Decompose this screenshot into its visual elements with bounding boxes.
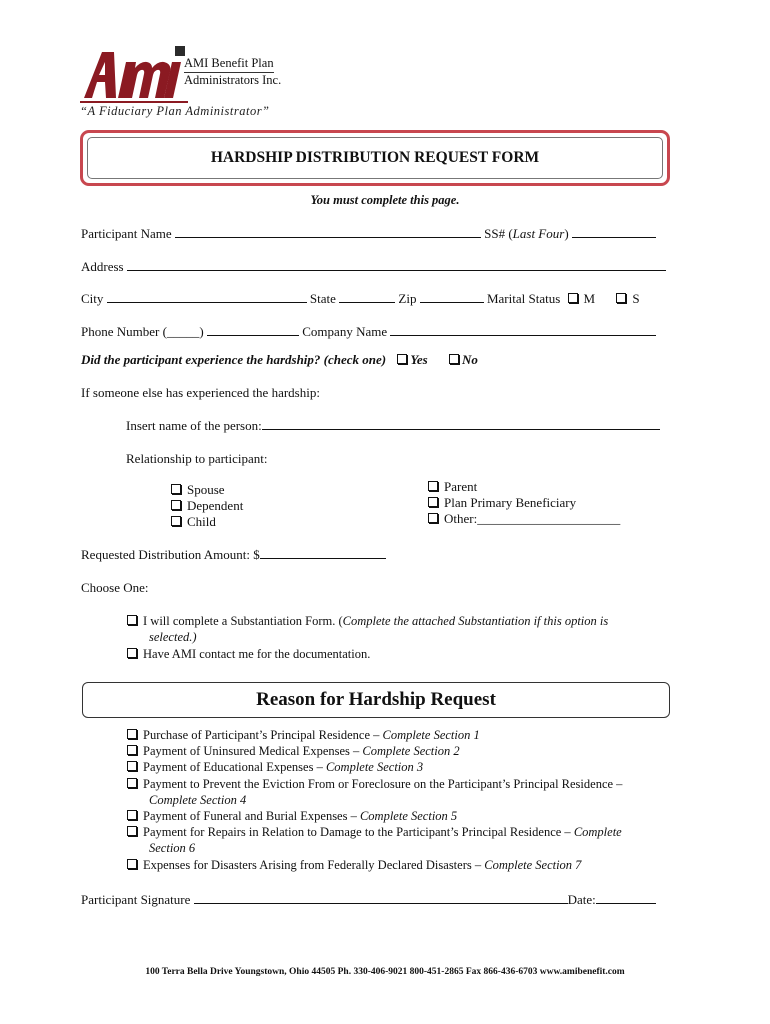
parent-label: Parent <box>444 479 478 494</box>
reason-item-4-section: Complete Section 4 <box>149 793 247 807</box>
company-name-label: Company Name <box>302 324 388 339</box>
child-label: Child <box>187 514 216 529</box>
date-label: Date: <box>567 892 596 907</box>
reason-item-2[interactable]: Payment of Uninsured Medical Expenses – Complete Section 2 <box>127 744 460 759</box>
form-title-box <box>80 130 670 186</box>
zip-field[interactable] <box>420 291 484 303</box>
ami-contact-option[interactable] <box>127 647 370 662</box>
reason-5-checkbox[interactable] <box>127 810 137 820</box>
date-field[interactable] <box>596 892 656 904</box>
hardship-yes-checkbox[interactable] <box>397 354 407 364</box>
marital-s-checkbox[interactable] <box>616 293 626 303</box>
participant-name-label: Participant Name <box>81 226 172 241</box>
company-name-field[interactable] <box>390 324 656 336</box>
footer-address: 100 Terra Bella Drive Youngstown, Ohio 44505 Ph. 330-406-9021 800-451-2865 Fax 866-436-6703 www.amibenefit.com <box>145 967 625 977</box>
list-item[interactable] <box>428 479 620 495</box>
substantiation-label-cont: selected.) <box>149 630 197 644</box>
relationship-label: Relationship to participant: <box>126 451 268 466</box>
state-field[interactable] <box>339 291 395 303</box>
relationship-options-right <box>428 479 620 527</box>
participant-name-row <box>81 226 656 242</box>
phone-label: Phone Number (_____) <box>81 324 204 339</box>
marital-m-label: M <box>583 291 596 306</box>
reason-4-checkbox[interactable] <box>127 778 137 788</box>
reason-7-checkbox[interactable] <box>127 859 137 869</box>
list-item[interactable] <box>428 511 620 527</box>
reason-item-6-section: Section 6 <box>149 841 196 855</box>
form-title: HARDSHIP DISTRIBUTION REQUEST FORM <box>87 137 663 179</box>
hardship-yes-label: Yes <box>410 352 428 367</box>
other-label: Other:______________________ <box>444 511 621 526</box>
ami-logo-mark <box>80 38 190 104</box>
company-logo <box>80 38 310 124</box>
insert-name-field[interactable] <box>262 418 660 430</box>
hardship-no-label: No <box>461 352 478 367</box>
substantiation-label: I will complete a Substantiation Form. (Complete the attached Substantiation if this option is <box>143 614 609 628</box>
ssn-field[interactable] <box>572 226 656 238</box>
signature-label: Participant Signature <box>81 892 191 907</box>
other-checkbox[interactable] <box>428 513 438 523</box>
beneficiary-label: Plan Primary Beneficiary <box>444 495 577 510</box>
signature-field[interactable] <box>194 892 568 904</box>
spouse-label: Spouse <box>187 482 225 497</box>
phone-row <box>81 324 656 340</box>
ami-contact-label: Have AMI contact me for the documentation. <box>143 647 371 661</box>
amount-label: Requested Distribution Amount: $ <box>81 547 260 562</box>
reason-1-checkbox[interactable] <box>127 729 137 739</box>
marital-m-checkbox[interactable] <box>568 293 578 303</box>
list-item[interactable] <box>171 514 243 530</box>
reason-item-6[interactable]: Payment for Repairs in Relation to Damage to the Participant’s Principal Residence – Complete <box>127 825 622 840</box>
reason-heading: Reason for Hardship Request <box>82 682 670 718</box>
substantiation-checkbox[interactable] <box>127 615 137 625</box>
hardship-question-row <box>81 352 478 368</box>
list-item[interactable] <box>171 482 243 498</box>
state-label: State <box>309 291 336 306</box>
list-item[interactable] <box>171 498 243 514</box>
ami-contact-checkbox[interactable] <box>127 648 137 658</box>
form-instruction: You must complete this page. <box>310 193 460 207</box>
child-checkbox[interactable] <box>171 516 181 526</box>
address-field[interactable] <box>127 259 666 271</box>
hardship-question-text: Did the participant experience the hardship? (check one) <box>81 352 387 367</box>
signature-row <box>81 892 656 908</box>
reason-item-3[interactable]: Payment of Educational Expenses – Complete Section 3 <box>127 760 423 775</box>
marital-status-label: Marital Status <box>486 291 561 306</box>
parent-checkbox[interactable] <box>428 481 438 491</box>
reason-item-1[interactable]: Purchase of Participant’s Principal Residence – Complete Section 1 <box>127 728 480 743</box>
company-tagline: “A Fiduciary Plan Administrator” <box>80 104 270 118</box>
amount-row <box>81 547 386 563</box>
marital-s-label: S <box>632 291 640 306</box>
city-label: City <box>81 291 104 306</box>
phone-field[interactable] <box>207 324 299 336</box>
city-field[interactable] <box>107 291 307 303</box>
city-row <box>81 291 640 307</box>
spouse-checkbox[interactable] <box>171 484 181 494</box>
reason-item-7[interactable]: Expenses for Disasters Arising from Federally Declared Disasters – Complete Section 7 <box>127 858 581 873</box>
reason-3-checkbox[interactable] <box>127 761 137 771</box>
ssn-label: SS# (Last Four) <box>484 226 569 241</box>
address-row <box>81 259 666 275</box>
substantiation-option[interactable] <box>127 614 608 629</box>
participant-name-field[interactable] <box>175 226 481 238</box>
insert-name-label: Insert name of the person: <box>126 418 262 433</box>
amount-field[interactable] <box>260 547 386 559</box>
hardship-no-checkbox[interactable] <box>449 354 459 364</box>
company-name-line2: Administrators Inc. <box>184 73 282 87</box>
dependent-label: Dependent <box>187 498 244 513</box>
list-item[interactable] <box>428 495 620 511</box>
relationship-options-left <box>171 482 243 530</box>
beneficiary-checkbox[interactable] <box>428 497 438 507</box>
insert-name-row <box>126 418 660 434</box>
company-name-line1: AMI Benefit Plan <box>184 56 274 73</box>
reason-2-checkbox[interactable] <box>127 745 137 755</box>
address-label: Address <box>81 259 124 274</box>
reason-item-5[interactable]: Payment of Funeral and Burial Expenses – Complete Section 5 <box>127 809 457 824</box>
someone-else-intro: If someone else has experienced the hardship: <box>81 385 320 400</box>
zip-label: Zip <box>398 291 417 306</box>
reason-6-checkbox[interactable] <box>127 826 137 836</box>
choose-one-label: Choose One: <box>81 580 149 595</box>
dependent-checkbox[interactable] <box>171 500 181 510</box>
reason-item-4[interactable]: Payment to Prevent the Eviction From or Foreclosure on the Participant’s Principal Residence – <box>127 777 622 792</box>
